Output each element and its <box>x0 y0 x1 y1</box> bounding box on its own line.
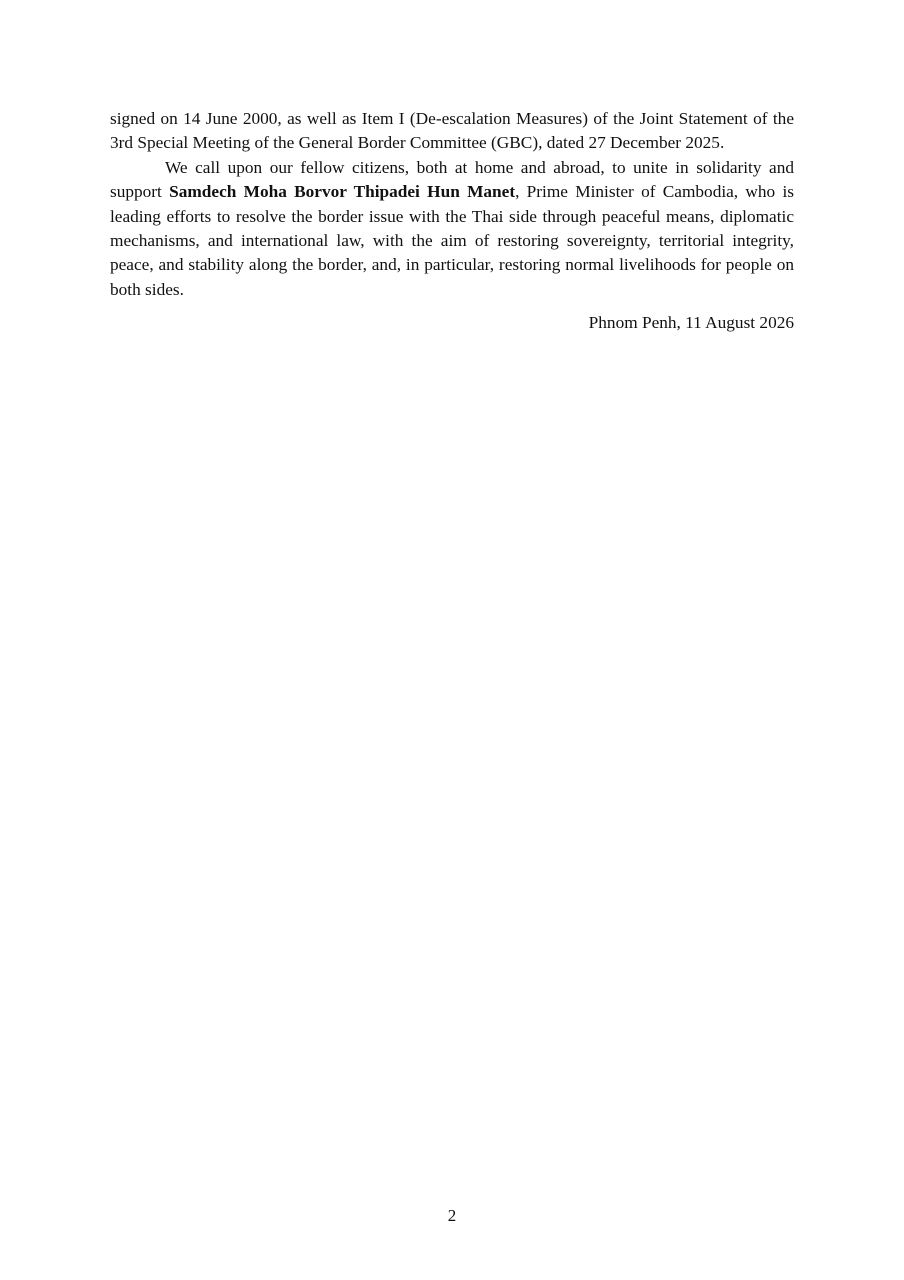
paragraph-continuation: signed on 14 June 2000, as well as Item I (De-escalation Measures) of the Joint Statement of the 3rd Special Meeting of the General Border Committee (GBC), dated 27 December 2025. <box>110 109 794 153</box>
document-body <box>110 107 794 302</box>
paragraph-text-before-name: We call upon our fellow citizens, both at home and abroad, to unite in solidarity and support <box>110 157 794 202</box>
paragraph-call-to-citizens <box>110 156 794 302</box>
page-number: 2 <box>447 1206 457 1225</box>
paragraph-text-after-name: , Prime Minister of Cambodia, who is leading efforts to resolve the border issue with the Thai side through peaceful means, diplomatic mechanisms, and international law, with the aim of restoring sovereignty, territorial integrity, peace, and stability along the border, and, in particular, restoring normal livelihoods for people on both sides. <box>110 182 794 299</box>
dateline: Phnom Penh, 11 August 2026 <box>588 313 794 332</box>
prime-minister-name: Samdech Moha Borvor Thipadei Hun Manet <box>169 182 516 202</box>
